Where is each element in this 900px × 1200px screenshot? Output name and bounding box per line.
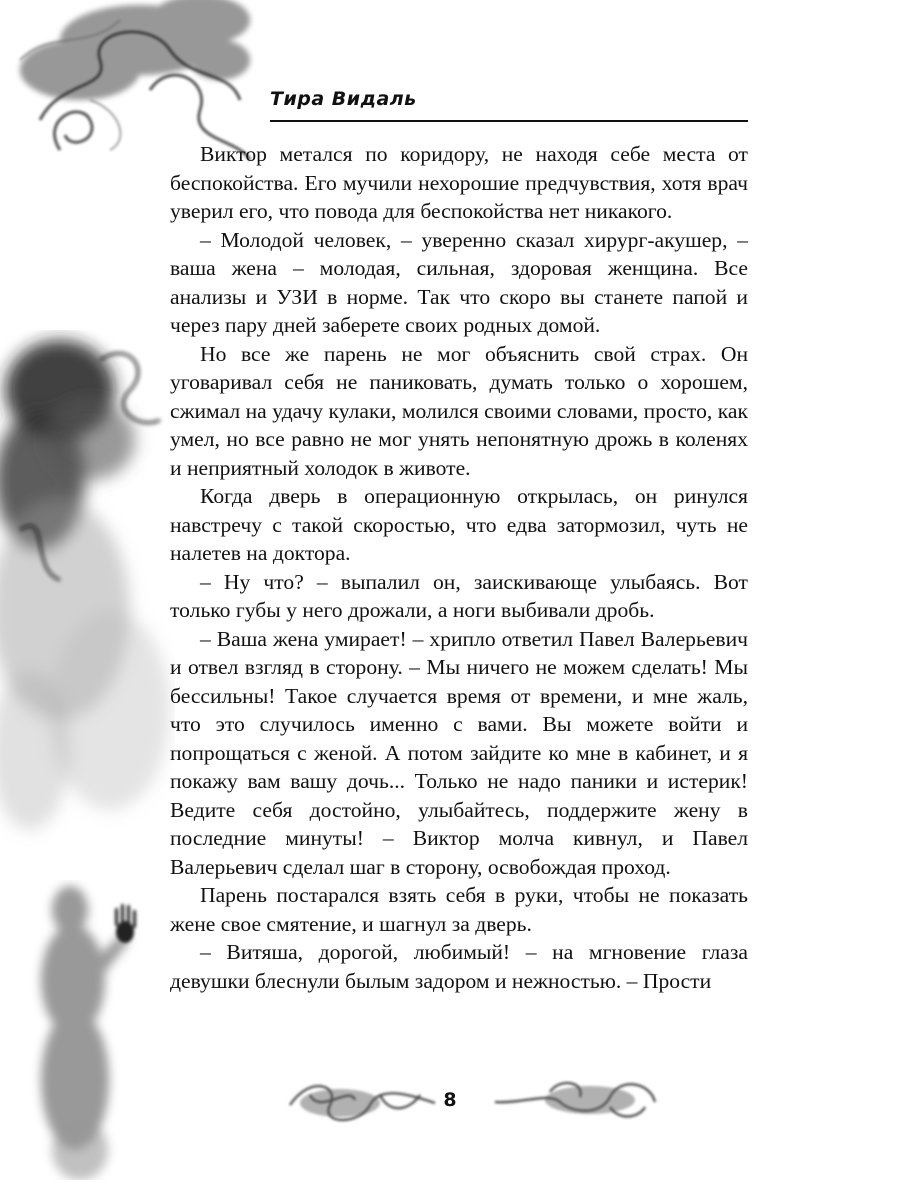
smoke-decoration-left — [0, 330, 175, 850]
paragraph: – Ваша жена умирает! – хрипло ответил Павел Валерьевич и отвел взгляд в сторону. – Мы ничего не можем сделать! Мы бессильны! Такое случается время от времени, и мне жаль, что это случилось именно с вами. Вы можете войти и попрощаться с женой. А потом зайдите ко мне в кабинет, и я покажу вам вашу дочь... Только не надо паники и истерик! Ведите себя достойно, улыбайтесь, поддержите жену в последние минуты! – Виктор молча кивнул, и Павел Валерьевич сделал шаг в сторону, освобождая проход. — [170, 626, 748, 879]
body-text — [170, 140, 748, 995]
author-name: Тира Видаль — [270, 88, 417, 110]
page-number: 8 — [443, 1089, 457, 1111]
paragraph: Виктор метался по коридору, не находя себе места от беспокойства. Его мучили нехорошие предчувствия, хотя врач уверил его, что повода для беспокойства нет никакого. — [170, 142, 748, 223]
paragraph: – Ну что? – выпалил он, заискивающе улыбаясь. Вот только губы у него дрожали, а ноги выбивали дробь. — [170, 569, 748, 622]
paragraph: – Витяша, дорогой, любимый! – на мгновение глаза девушки блеснули былым задором и нежностью. – Прости — [170, 940, 748, 993]
paragraph: Парень постарался взять себя в руки, чтобы не показать жене свое смятение, и шагнул за дверь. — [170, 883, 748, 936]
paragraph: Но все же парень не мог объяснить свой страх. Он уговаривал себя не паниковать, думать только о хорошем, сжимал на удачу кулаки, молился своими словами, просто, как умел, но все равно не мог унять непонятную дрожь в коленях и неприятный холодок в животе. — [170, 341, 748, 480]
running-header — [270, 86, 748, 122]
paragraph: – Молодой человек, – уверенно сказал хирург-акушер, – ваша жена – молодая, сильная, здоровая женщина. Все анализы и УЗИ в норме. Так что скоро вы станете папой и через пару дней заберете своих родных домой. — [170, 227, 748, 337]
ghost-figure-illustration — [25, 880, 165, 1180]
paragraph: Когда дверь в операционную открылась, он ринулся навстречу с такой скоростью, что едва затормозил, чуть не налетев на доктора. — [170, 484, 748, 565]
